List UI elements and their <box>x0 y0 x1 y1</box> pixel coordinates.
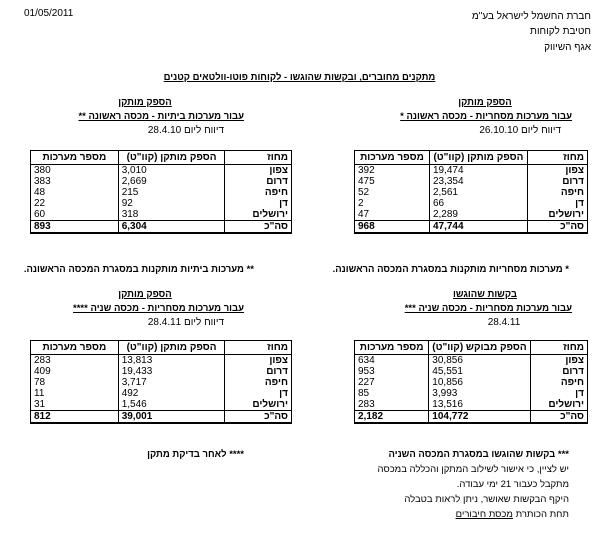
total-value: 812 <box>31 411 119 424</box>
footnote-requests-line4: היקף הבקשות שאושר, ניתן לראות בטבלה <box>404 494 569 505</box>
value-cell: 227 <box>355 377 429 388</box>
value-cell: 380 <box>31 165 119 177</box>
table-row <box>31 377 292 388</box>
value-cell: 78 <box>31 377 119 388</box>
region-cell: דרום <box>225 366 292 377</box>
value-cell: 1,546 <box>118 399 225 411</box>
total-value: 968 <box>355 221 430 234</box>
column-header: הספק מותקן (קוו"ט) <box>429 151 527 165</box>
table-total-row <box>355 411 588 424</box>
value-cell: 215 <box>118 187 225 198</box>
total-value: 39,001 <box>118 411 225 424</box>
table-row <box>355 187 588 198</box>
value-cell: 3,010 <box>118 165 225 177</box>
region-cell: צפון <box>530 355 587 367</box>
region-cell: ירושלים <box>225 399 292 411</box>
footnote-requests-line3: מתקבל כעבור 21 ימי עבודה. <box>456 479 569 490</box>
table-row <box>31 176 292 187</box>
installed-residential-q1-table <box>30 150 292 234</box>
table-row <box>31 366 292 377</box>
table-row <box>31 165 292 177</box>
region-cell: ירושלים <box>225 209 292 221</box>
value-cell: 492 <box>118 388 225 399</box>
total-label: סה"כ <box>225 221 292 234</box>
value-cell: 409 <box>31 366 119 377</box>
table-row <box>355 198 588 209</box>
value-cell: 2,289 <box>429 209 527 221</box>
region-cell: צפון <box>225 165 292 177</box>
report-date: 01/05/2011 <box>24 8 74 19</box>
table-row <box>31 388 292 399</box>
region-cell: צפון <box>527 165 587 177</box>
division-name: חטיבת לקוחות <box>530 26 591 37</box>
table-row <box>355 165 588 177</box>
value-cell: 48 <box>31 187 119 198</box>
footnote-installed-q2: **** לאחר בדיקת מתקן <box>147 449 244 460</box>
value-cell: 45,551 <box>429 366 530 377</box>
table-row <box>355 366 588 377</box>
total-label: סה"כ <box>530 411 587 424</box>
value-cell: 60 <box>31 209 119 221</box>
value-cell: 52 <box>355 187 430 198</box>
value-cell: 11 <box>31 388 119 399</box>
section-title: בקשות שהוגשו <box>453 289 517 300</box>
section-subtitle: עבור מערכות ביתיות - מכסה ראשונה ** <box>78 111 244 122</box>
section-date: דיווח ליום 28.4.11 <box>147 317 224 328</box>
column-header: מחוז <box>530 341 587 355</box>
footnote-residential-q1: ** מערכות ביתיות מותקנות במסגרת המכסה הראשונה. <box>23 264 254 275</box>
value-cell: 13,516 <box>429 399 530 411</box>
region-cell: דרום <box>530 366 587 377</box>
table-row <box>355 377 588 388</box>
region-cell: צפון <box>225 355 292 367</box>
table-row <box>31 355 292 367</box>
region-cell: ירושלים <box>527 209 587 221</box>
value-cell: 23,354 <box>429 176 527 187</box>
value-cell: 31 <box>31 399 119 411</box>
value-cell: 2,561 <box>429 187 527 198</box>
table-row <box>31 209 292 221</box>
value-cell: 22 <box>31 198 119 209</box>
value-cell: 66 <box>429 198 527 209</box>
value-cell: 283 <box>355 399 429 411</box>
value-cell: 47 <box>355 209 430 221</box>
value-cell: 3,717 <box>118 377 225 388</box>
column-header: מספר מערכות <box>31 151 119 165</box>
column-header: מספר מערכות <box>355 151 430 165</box>
value-cell: 2,669 <box>118 176 225 187</box>
value-cell: 19,433 <box>118 366 225 377</box>
region-cell: חיפה <box>530 377 587 388</box>
table-row <box>355 399 588 411</box>
section-title: הספק מותקן <box>118 289 172 300</box>
table-header-row <box>31 151 292 165</box>
value-cell: 475 <box>355 176 430 187</box>
table-row <box>355 209 588 221</box>
section-date: דיווח ליום 26.10.10 <box>479 125 561 136</box>
value-cell: 318 <box>118 209 225 221</box>
value-cell: 283 <box>31 355 119 367</box>
table-header-row <box>355 341 588 355</box>
region-cell: דרום <box>527 176 587 187</box>
table-row <box>31 187 292 198</box>
column-header: הספק מבוקש (קוו"ט) <box>429 341 530 355</box>
section-subtitle: עבור מערכות מסחריות - מכסה ראשונה * <box>400 111 572 122</box>
region-cell: חיפה <box>225 187 292 198</box>
total-value: 47,744 <box>429 221 527 234</box>
table-row <box>31 198 292 209</box>
column-header: מחוז <box>527 151 587 165</box>
table-row <box>355 176 588 187</box>
total-value: 2,182 <box>355 411 429 424</box>
region-cell: ירושלים <box>530 399 587 411</box>
region-cell: דן <box>225 198 292 209</box>
column-header: הספק מותקן (קוו"ט) <box>118 341 225 355</box>
value-cell: 3,993 <box>429 388 530 399</box>
table-total-row <box>31 221 292 234</box>
column-header: מחוז <box>225 341 292 355</box>
installed-commercial-q1-table <box>354 150 588 234</box>
value-cell: 85 <box>355 388 429 399</box>
total-label: סה"כ <box>527 221 587 234</box>
column-header: מחוז <box>225 151 292 165</box>
region-cell: דן <box>527 198 587 209</box>
region-cell: חיפה <box>225 377 292 388</box>
region-cell: דרום <box>225 176 292 187</box>
footnote-requests-line5: תחת הכותרת מכסת חיבורים <box>455 509 569 520</box>
section-title: הספק מותקן <box>458 97 512 108</box>
value-cell: 2 <box>355 198 430 209</box>
value-cell: 92 <box>118 198 225 209</box>
section-subtitle: עבור מערכות מסחריות - מכסה שניה **** <box>73 303 244 314</box>
total-value: 893 <box>31 221 119 234</box>
section-date: דיווח ליום 28.4.10 <box>147 125 224 136</box>
region-cell: דן <box>530 388 587 399</box>
table-header-row <box>31 341 292 355</box>
value-cell: 392 <box>355 165 430 177</box>
footnote-requests-line2: יש לציין, כי אישור לשילוב המתקן והכללה במכסה <box>377 464 569 475</box>
value-cell: 953 <box>355 366 429 377</box>
column-header: הספק מותקן (קוו"ט) <box>118 151 225 165</box>
footnote-requests-line1: *** בקשות שהוגשו במסגרת המכסה השניה <box>388 449 569 460</box>
region-cell: חיפה <box>527 187 587 198</box>
table-row <box>31 399 292 411</box>
value-cell: 13,813 <box>118 355 225 367</box>
table-row <box>355 355 588 367</box>
value-cell: 30,856 <box>429 355 530 367</box>
table-header-row <box>355 151 588 165</box>
total-value: 104,772 <box>429 411 530 424</box>
installed-commercial-q2-table <box>30 340 292 424</box>
value-cell: 10,856 <box>429 377 530 388</box>
column-header: מספר מערכות <box>31 341 119 355</box>
table-total-row <box>355 221 588 234</box>
company-name: חברת החשמל לישראל בע"מ <box>471 11 591 22</box>
column-header: מספר מערכות <box>355 341 429 355</box>
requests-commercial-q2-table <box>354 340 588 424</box>
region-cell: דן <box>225 388 292 399</box>
section-subtitle: עבור מערכות מסחריות - מכסה שניה *** <box>404 303 572 314</box>
page-title: מתקנים מחוברים, ובקשות שהוגשו - לקוחות פוטו-וולטאים קטנים <box>163 72 436 83</box>
total-label: סה"כ <box>225 411 292 424</box>
value-cell: 634 <box>355 355 429 367</box>
total-value: 6,304 <box>118 221 225 234</box>
footnote-commercial-q1: * מערכות מסחריות מותקנות במסגרת המכסה הראשונה. <box>332 264 569 275</box>
value-cell: 383 <box>31 176 119 187</box>
connection-quota-link[interactable]: מכסת חיבורים <box>455 509 513 520</box>
section-date: 28.4.11 <box>487 317 521 328</box>
department-name: אגף השיווק <box>544 42 591 53</box>
table-row <box>355 388 588 399</box>
section-title: הספק מותקן <box>118 97 172 108</box>
value-cell: 19,474 <box>429 165 527 177</box>
table-total-row <box>31 411 292 424</box>
